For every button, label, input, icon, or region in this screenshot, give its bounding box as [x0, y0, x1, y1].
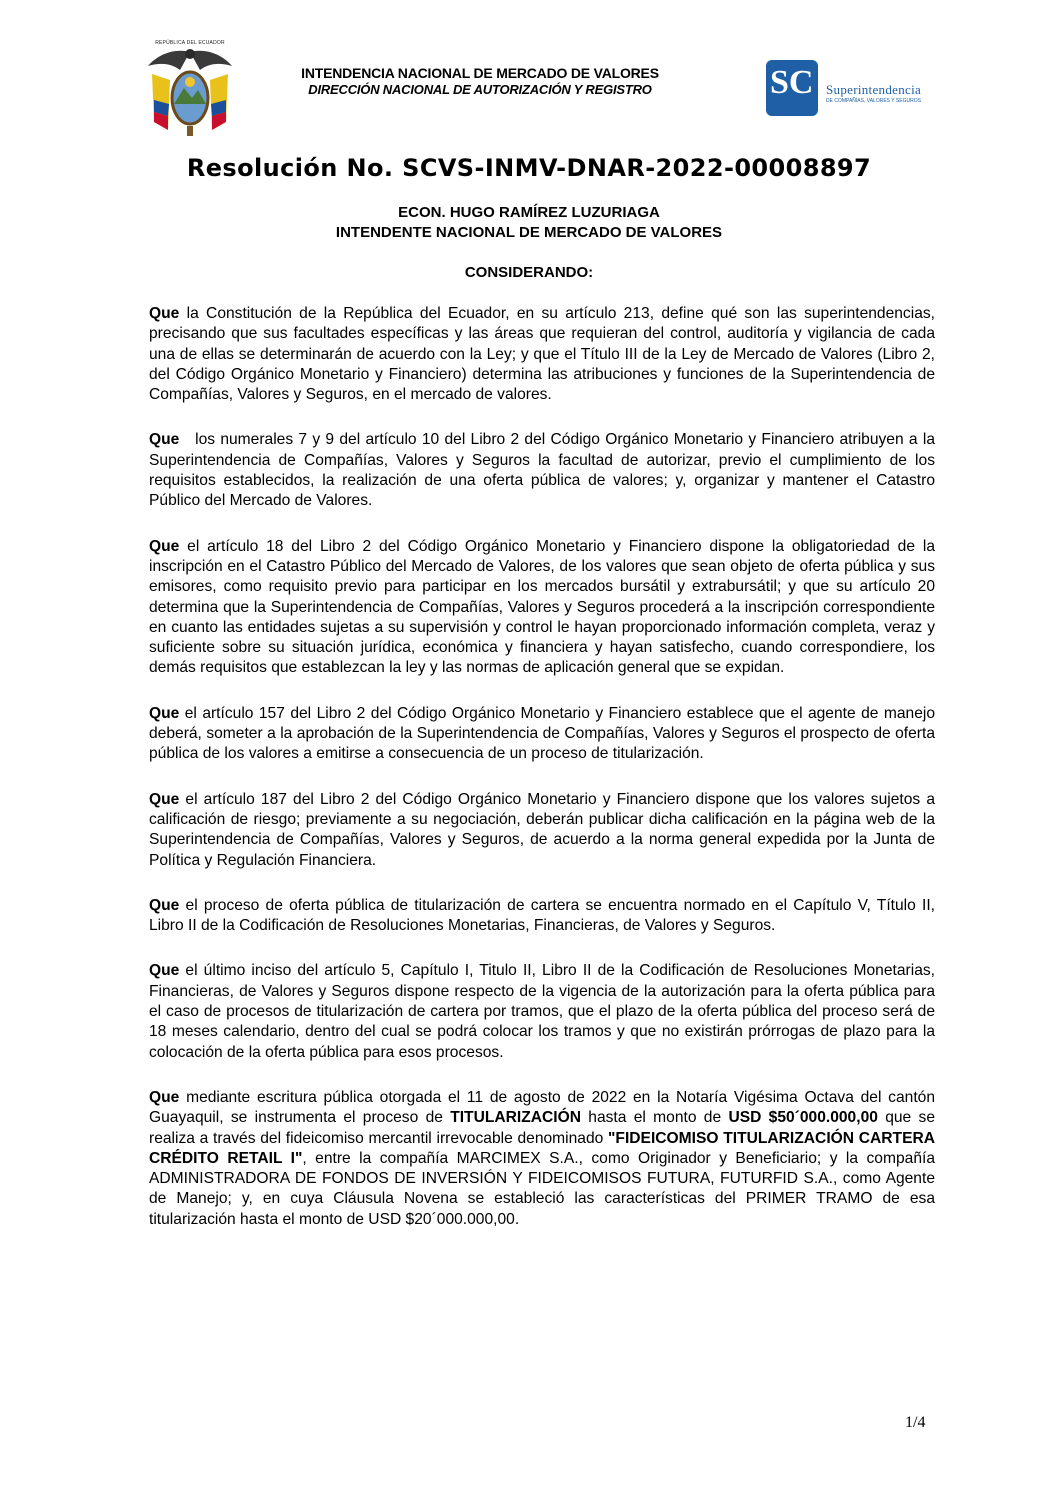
authority-name: ECON. HUGO RAMÍREZ LUZURIAGA [398, 204, 660, 221]
paragraph-lead: Que [149, 305, 180, 322]
page-number: 1/4 [905, 1414, 926, 1431]
header-department: DIRECCIÓN NACIONAL DE AUTORIZACIÓN Y REGISTRO [308, 82, 652, 97]
coat-of-arms-icon [140, 40, 240, 140]
paragraph-text: el último inciso del artículo 5, Capítulo I, Titulo II, Libro II de la Codificación de Resoluciones Monetarias, Financieras, de Valores y Seguros dispone respecto de la vigencia de la autorización para la oferta pública para el caso de procesos de titularización de cartera por tramos, que el plazo de la oferta pública del proceso será de 18 meses calendario, dentro del cual se podrá colocar los tramos y que no existirán prórrogas de plazo para la colocación de la oferta pública para esos procesos. [149, 962, 935, 1061]
paragraph-text: , entre la compañía MARCIMEX S.A., como Originador y Beneficiario; y la compañía ADMINISTRADORA DE FONDOS DE INVERSIÓN Y FIDEICOMISOS FUTURA, FUTURFID S.A., como Agente de Manejo; y, en cuya Cláusula Novena se estableció las características del PRIMER TRAMO de esa titularización hasta el monto de USD $20´000.000,00. [149, 1149, 935, 1228]
resolution-title: Resolución No. SCVS-INMV-DNAR-2022-00008897 [186, 154, 872, 182]
paragraph-lead: Que [149, 1088, 180, 1106]
paragraph [149, 537, 935, 679]
header-institution: INTENDENCIA NACIONAL DE MERCADO DE VALORES [301, 65, 659, 81]
logo-letters: SC [770, 64, 814, 101]
logo-subtitle: DE COMPAÑÍAS, VALORES Y SEGUROS [826, 98, 921, 104]
paragraph-emphasis: USD $50´000.000,00 [728, 1109, 878, 1127]
paragraph-lead: Que [149, 537, 180, 555]
paragraph-lead: Que [149, 962, 180, 980]
sc-logo-icon [766, 60, 818, 116]
paragraph-lead: Que [149, 431, 180, 449]
paragraph-text: el artículo 187 del Libro 2 del Código Orgánico Monetario y Financiero dispone que los valores sujetos a calificación de riesgo; previamente a su negociación, deberán publicar dicha calificación en la página web de la Superintendencia de Compañías, Valores y Seguros, de acuerdo a la norma general expedida por la Junta de Política y Regulación Financiera. [149, 790, 935, 869]
superintendencia-logo [766, 60, 966, 120]
paragraph [149, 1088, 935, 1230]
paragraph-text: los numerales 7 y 9 del artículo 10 del Libro 2 del Código Orgánico Monetario y Financiero atribuyen a la Superintendencia de Compañías, Valores y Seguros la facultad de autorizar, previo el cumplimiento de los requisitos establecidos, la realización de una oferta pública de valores; y, organizar y mantener el Catastro Público del Mercado de Valores. [149, 431, 940, 510]
authority-block [0, 203, 1058, 243]
paragraph [149, 430, 940, 511]
paragraph-emphasis: TITULARIZACIÓN [450, 1109, 581, 1127]
paragraph-lead: Que [149, 790, 180, 808]
paragraph [149, 961, 935, 1062]
paragraph-lead: Que [149, 704, 180, 722]
paragraph-text: el artículo 157 del Libro 2 del Código Orgánico Monetario y Financiero establece que el agente de manejo deberá, someter a la aprobación de la Superintendencia de Compañías, Valores y Seguros el prospecto de oferta pública de los valores a emitirse a consecuencia de un proceso de titularización. [149, 704, 935, 763]
paragraph [149, 790, 935, 871]
paragraph [149, 896, 935, 937]
paragraph-text: la Constitución de la República del Ecuador, en su artículo 213, define qué son las superintendencias, precisando que sus facultades específicas y las áreas que requieran del control, auditoría y vigilancia de cada una de ellas se determinarán de acuerdo con la Ley; y que el Título III de la Ley de Mercado de Valores (Libro 2, del Código Orgánico Monetario y Financiero) determina las atribuciones y funciones de la Superintendencia de Compañías, Valores y Seguros, en el mercado de valores. [149, 305, 935, 404]
paragraph-lead: Que [149, 896, 180, 914]
paragraph [149, 704, 935, 765]
logo-name: Superintendencia [826, 82, 922, 97]
paragraph-text: el proceso de oferta pública de titularización de cartera se encuentra normado en el Capítulo V, Título II, Libro II de la Codificación de Resoluciones Monetarias, Financieras, de Valores y Seguros. [149, 896, 935, 935]
paragraph-emphasis: "FIDEICOMISO TITULARIZACIÓN CARTERA CRÉDITO RETAIL I" [149, 1129, 935, 1167]
document-body [149, 304, 940, 1255]
considerando-heading: CONSIDERANDO: [464, 264, 594, 281]
paragraph-text: hasta el monto de [581, 1109, 729, 1127]
header-titles [250, 65, 710, 97]
paragraph-text: el artículo 18 del Libro 2 del Código Orgánico Monetario y Financiero dispone la obligatoriedad de la inscripción en el Catastro Público del Mercado de Valores, de los valores que sean objeto de oferta pública y sus emisores, como requisito previo para participar en los mercados bursátil y extrabursátil; y que su artículo 20 determina que la Superintendencia de Compañías, Valores y Seguros procederá a la inscripción correspondiente en cuanto las entidades sujetas a su supervisión y control le hayan proporcionado información completa, veraz y suficiente sobre su situación jurídica, económica y financiera y hayan satisfecho, cuando correspondiere, los demás requisitos que establezcan la ley y las normas de aplicación general que se expidan. [149, 537, 935, 677]
paragraph-text: que se realiza a través del fideicomiso mercantil irrevocable denominado [149, 1109, 935, 1147]
seal-caption: REPÚBLICA DEL ECUADOR [155, 40, 225, 46]
paragraph-text: mediante escritura pública otorgada el 11 de agosto de 2022 en la Notaría Vigésima Octava del cantón Guayaquil, se instrumenta el proceso de [149, 1088, 935, 1127]
paragraph [149, 304, 935, 405]
authority-position: INTENDENTE NACIONAL DE MERCADO DE VALORES [335, 224, 723, 241]
